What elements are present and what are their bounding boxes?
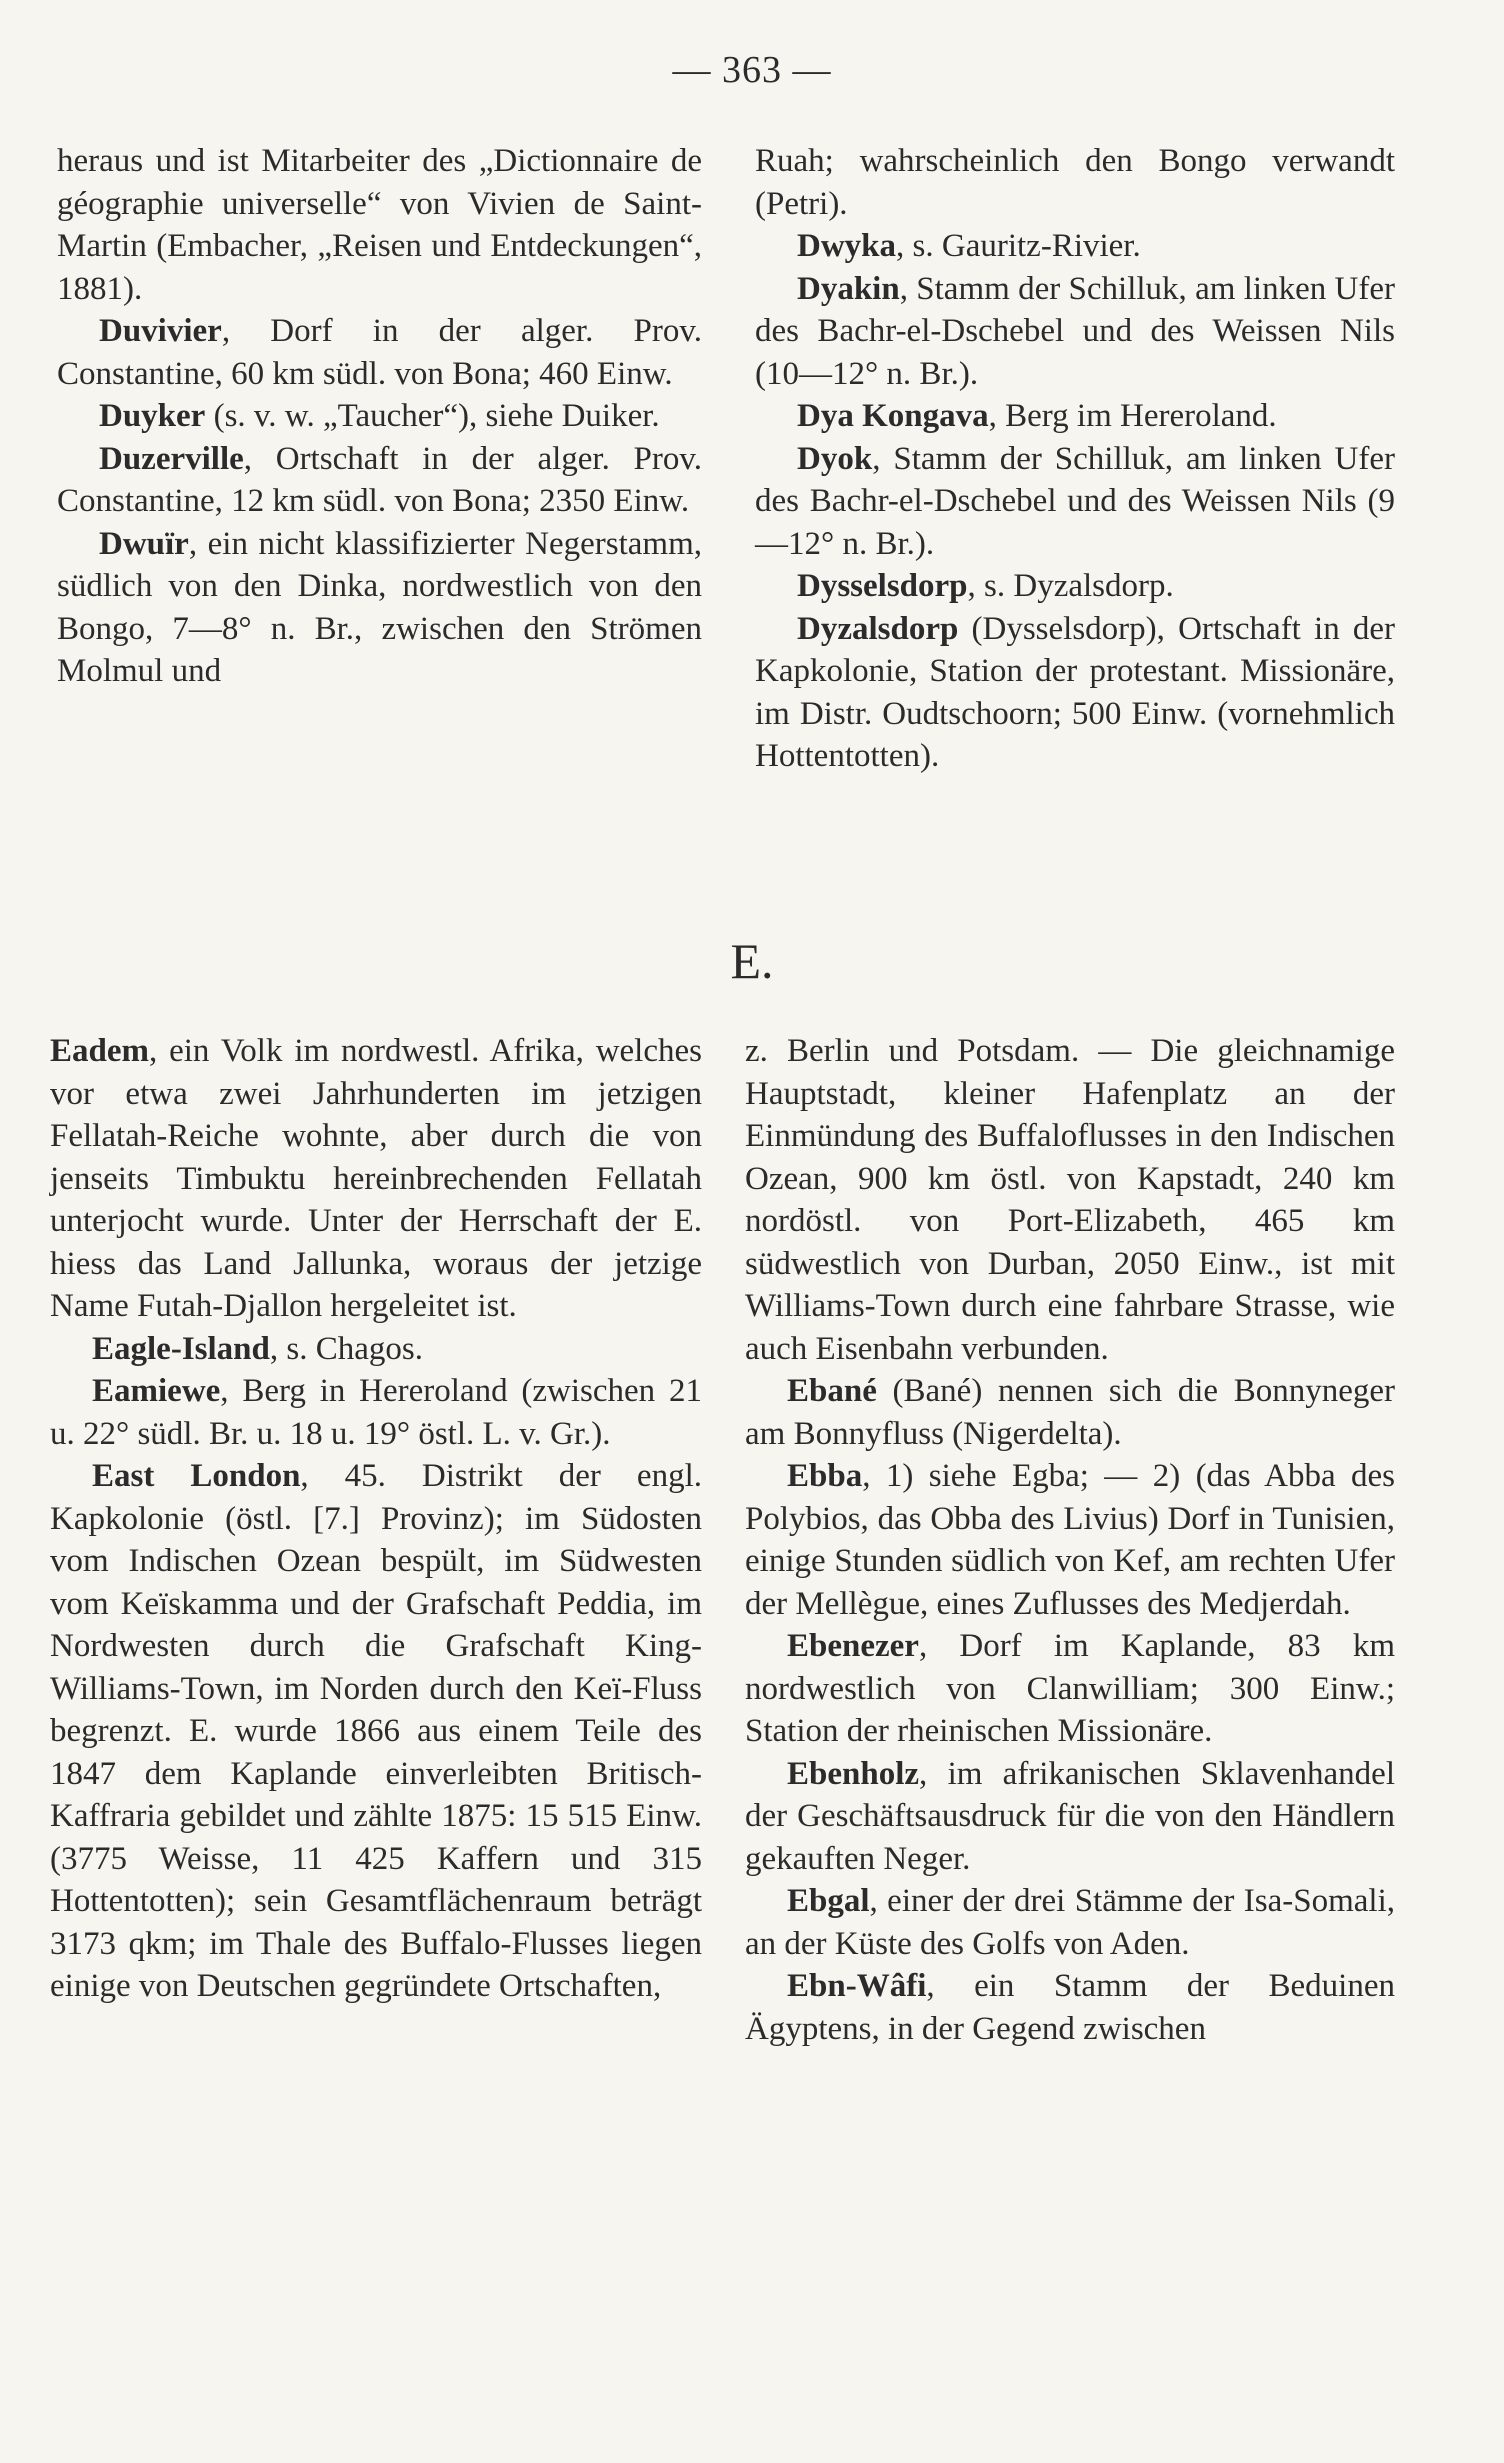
entry-headword: Ebané [787,1373,877,1409]
dictionary-entry [755,268,1395,396]
entry-headword: Ebgal [787,1883,870,1919]
dictionary-entry [755,140,1395,225]
entry-headword: Ebba [787,1458,863,1494]
entry-text: , s. Gauritz-Rivier. [896,228,1141,264]
entry-text: , Stamm der Schilluk, am linken Ufer des Bachr-el-Dschebel und des Weissen Nils (9—12° n. Br.). [755,440,1395,562]
entry-headword: East London [92,1458,301,1494]
page-number: — 363 — [672,49,832,91]
dictionary-entry [50,1030,702,1328]
entry-headword: Ebn-Wâfi [787,1968,927,2004]
dictionary-entry [745,1455,1395,1625]
entry-headword: Ebenholz [787,1755,920,1792]
dictionary-entry [57,395,702,438]
entry-text: , Berg in Hereroland (zwischen 21 u. 22° südl. Br. u. 18 u. 19° östl. L. v. Gr.). [50,1373,702,1452]
entry-headword: Dysselsdorp [797,568,968,604]
entry-text: , Berg im Hereroland. [988,398,1277,434]
entry-text: , einer der drei Stämme der Isa-Somali, an der Küste des Golfs von Aden. [745,1883,1395,1962]
entry-text: Ruah; wahrscheinlich den Bongo verwandt (Petri). [755,143,1395,222]
dictionary-entry [755,565,1395,608]
entry-headword: Dwyka [797,228,897,264]
column-top-right [755,140,1395,778]
dictionary-entry [745,1753,1395,1881]
dictionary-entry [755,438,1395,566]
entry-headword: Ebenezer [787,1628,919,1664]
entry-text: , s. Chagos. [269,1330,423,1367]
entry-headword: Dwuïr [99,525,189,562]
column-bottom-left [50,1030,702,2008]
dictionary-entry [57,523,702,693]
entry-headword: Duzerville [99,440,244,477]
entry-headword: Duvivier [99,313,222,349]
entry-text: , Ortschaft in der alger. Prov. Constantine, 12 km südl. von Bona; 2350 Einw. [57,440,702,519]
section-letter: E. [730,933,774,989]
entry-text: , ein nicht klassifizierter Negerstamm, südlich von den Dinka, nordwestlich von den Bongo, 7—8° n. Br., zwischen den Strömen Molmul und [57,525,702,689]
dictionary-entry [745,1030,1395,1370]
dictionary-entry [745,1965,1395,2050]
entry-text: , 45. Distrikt der engl. Kapkolonie (östl. [7.] Provinz); im Südosten vom Indischen Ozean bespült, im Südwesten vom Keïskamma und der Grafschaft Peddia, im Nordwesten durch die Grafschaft King-Williams-Town, im Norden durch den Keï-Fluss begrenzt. E. wurde 1866 aus einem Teile des 1847 dem Kaplande einverleibten Britisch-Kaffraria gebildet und zählte 1875: 15 515 Einw. (3775 Weisse, 11 425 Kaffern und 315 Hottentotten); sein Gesamtflächenraum beträgt 3173 qkm; im Thale des Buffalo-Flusses liegen einige von Deutschen gegründete Ortschaften, [50,1458,702,2004]
column-bottom-right [745,1030,1395,2050]
entry-text: , s. Dyzalsdorp. [967,568,1174,604]
dictionary-entry [745,1370,1395,1455]
entry-text: (Dysselsdorp), Ortschaft in der Kapkolonie, Station der protestant. Missionäre, im Distr. Oudtschoorn; 500 Einw. (vornehmlich Hottentotten). [755,610,1395,774]
entry-headword: Eadem [50,1033,149,1069]
dictionary-entry [755,395,1395,438]
dictionary-entry [57,310,702,395]
entry-text: (s. v. w. „Taucher“), siehe Duiker. [205,398,660,434]
entry-headword: Dyzalsdorp [797,610,959,647]
entry-headword: Duyker [99,398,206,434]
entry-text: , im afrikanischen Sklavenhandel der Geschäftsausdruck für die von den Händlern gekauften Neger. [745,1755,1395,1877]
dictionary-entry [50,1455,702,2008]
entry-headword: Dya Kongava [797,398,989,434]
entry-headword: Eagle-Island [92,1330,270,1367]
dictionary-entry [57,438,702,523]
entry-text: heraus und ist Mitarbeiter des „Dictionnaire de géographie universelle“ von Vivien de Saint-Martin (Embacher, „Reisen und Entdeckungen“, 1881). [57,143,702,307]
entry-headword: Dyok [797,440,873,477]
dictionary-entry [745,1625,1395,1753]
entry-text: z. Berlin und Potsdam. — Die gleichnamige Hauptstadt, kleiner Hafenplatz an der Einmündung des Buffaloflusses in den Indischen Ozean, 900 km östl. von Kapstadt, 240 km nordöstl. von Port-Elizabeth, 465 km südwestlich von Durban, 2050 Einw., ist mit Williams-Town durch eine fahrbare Strasse, wie auch Eisenbahn verbunden. [745,1033,1395,1367]
entry-text: (Bané) nennen sich die Bonnyneger am Bonnyfluss (Nigerdelta). [745,1373,1395,1452]
column-top-left [57,140,702,693]
entry-text: , Dorf im Kaplande, 83 km nordwestlich von Clanwilliam; 300 Einw.; Station der rheinischen Missionäre. [745,1628,1395,1749]
entry-text: , Dorf in der alger. Prov. Constantine, 60 km südl. von Bona; 460 Einw. [57,313,702,392]
dictionary-entry [755,225,1395,268]
entry-text: , 1) siehe Egba; — 2) (das Abba des Polybios, das Obba des Livius) Dorf in Tunisien, einige Stunden südlich von Kef, am rechten Ufer der Mellègue, eines Zuflusses des Medjerdah. [745,1458,1395,1622]
dictionary-entry [50,1328,702,1371]
dictionary-entry [57,140,702,310]
dictionary-entry [745,1880,1395,1965]
entry-headword: Eamiewe [92,1373,221,1409]
dictionary-entry [50,1370,702,1455]
dictionary-entry [755,608,1395,778]
entry-text: , ein Volk im nordwestl. Afrika, welches vor etwa zwei Jahrhunderten im jetzigen Fellatah-Reiche wohnte, aber durch die von jenseits Timbuktu hereinbrechenden Fellatah unterjocht wurde. Unter der Herrschaft der E. hiess das Land Jallunka, woraus der jetzige Name Futah-Djallon hergeleitet ist. [50,1033,702,1324]
entry-headword: Dyakin [797,270,900,307]
entry-text: , ein Stamm der Beduinen Ägyptens, in der Gegend zwischen [745,1968,1395,2047]
entry-text: , Stamm der Schilluk, am linken Ufer des Bachr-el-Dschebel und des Weissen Nils (10—12° n. Br.). [755,270,1395,392]
